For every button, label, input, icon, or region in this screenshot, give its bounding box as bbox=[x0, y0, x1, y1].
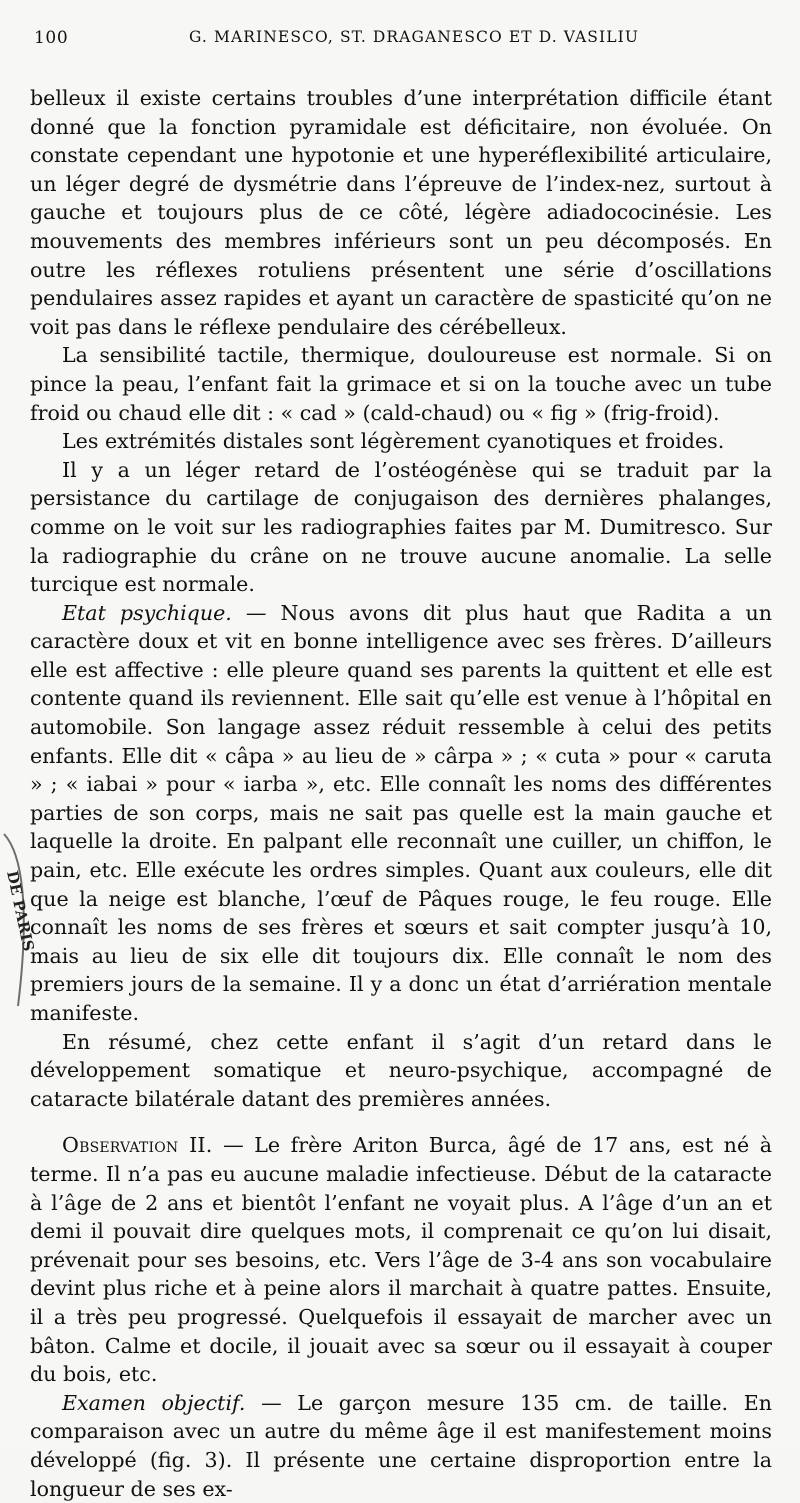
page-header bbox=[34, 28, 760, 58]
paragraph-summary: En résumé, chez cette enfant il s’agit d’un retard dans le développement somatique et neuro-psychique, accompagné de cataracte bilatérale datant des premières années. bbox=[30, 1029, 772, 1111]
article-body bbox=[30, 84, 772, 1503]
psychic-state-text: — Nous avons dit plus haut que Radita a un caractère doux et vit en bonne intelligence avec ses frères. D’ailleurs elle est affective : elle pleure quand ses parents la quittent et elle est contente quand ils reviennent. Elle sait qu’elle est venue à l’hôpital en automobile. Son langage assez réduit ressemble à celui des petits enfants. Elle dit « câpa » au lieu de » cârpa » ; « cuta » pour « caruta » ; « iabai » pour « iarba », etc. Elle connaît les noms des différentes parties de son corps, mais ne sait pas quelle est la main gauche et laquelle la droite. En palpant elle reconnaît une cuiller, un chiffon, le pain, etc. Elle exécute les ordres simples. Quant aux couleurs, elle dit que la neige est blanche, l’œuf de Pâques rouge, le feu rouge. Elle connaît les noms de ses frères et sœurs et sait compter jusqu’à 10, mais au lieu de six elle dit toujours dix. Elle connaît le nom des premiers jours de la semaine. Il y a donc un état d’arriération mentale manifeste. bbox=[30, 600, 772, 1025]
objective-exam-heading: Examen objectif. bbox=[62, 1390, 246, 1415]
observation-text: — Le frère Ariton Burca, âgé de 17 ans, est né à terme. Il n’a pas eu aucune maladie infectieuse. Début de la cataracte à l’âge de 2 ans et bientôt l’enfant ne voyait plus. A l’âge d’un an et demi il pouvait dire quelques mots, il comprenait ce qu’on lui disait, prévenait pour ses besoins, etc. Vers l’âge de 3-4 ans son vocabulaire devint plus riche et à peine alors il marchait à quatre pattes. Ensuite, il a très peu progressé. Quelquefois il essayait de marcher avec un bâton. Calme et docile, il jouait avec sa sœur ou il essayait à couper du bois, etc. bbox=[30, 1133, 772, 1387]
psychic-state-heading: Etat psychique. bbox=[62, 600, 232, 625]
paragraph-sensibility: La sensibilité tactile, thermique, douloureuse est normale. Si on pince la peau, l’enfant fait la grimace et si on la touche avec un tube froid ou chaud elle dit : « cad » (cald-chaud) ou « fig » (frig-froid). bbox=[30, 343, 772, 425]
paragraph-psychic-state bbox=[30, 599, 772, 1028]
observation-label: Observation II. bbox=[62, 1133, 213, 1158]
paragraph-osteogenesis: Il y a un léger retard de l’ostéogénèse qui se traduit par la persistance du cartilage de conjugaison des dernières phalanges, comme on le voit sur les radiographies faites par M. Dumitresco. Sur la radiographie du crâne on ne trouve aucune anomalie. La selle turcique est normale. bbox=[30, 457, 772, 597]
stamp-graphic bbox=[0, 830, 38, 1010]
running-title: G. MARINESCO, ST. DRAGANESCO ET D. VASILIU bbox=[189, 28, 640, 46]
page-number: 100 bbox=[34, 28, 69, 48]
paragraph-cerebellar: belleux il existe certains troubles d’une interprétation difficile étant donné que la fonction pyramidale est déficitaire, non évoluée. On constate cependant une hypotonie et une hyperéflexibilité articulaire, un léger degré de dysmétrie dans l’épreuve de l’index-nez, surtout à gauche et toujours plus de ce côté, légère adiadococinésie. Les mouvements des membres inférieurs sont un peu décomposés. En outre les réflexes rotuliens présentent une série d’oscillations pendulaires assez rapides et ayant un caractère de spasticité qu’on ne voit pas dans le réflexe pendulaire des cérébelleux. bbox=[30, 86, 772, 339]
library-stamp bbox=[0, 830, 38, 1010]
stamp-text: DE PARIS bbox=[3, 869, 38, 953]
paragraph-observation-ii bbox=[30, 1131, 772, 1388]
paragraph-extremities: Les extrémités distales sont légèrement cyanotiques et froides. bbox=[62, 429, 725, 454]
paragraph-objective-exam bbox=[30, 1389, 772, 1503]
objective-exam-text: — Le garçon mesure 135 cm. de taille. En comparaison avec un autre du même âge il est manifestement moins développé (fig. 3). Il présente une certaine disproportion entre la longueur de ses ex- bbox=[30, 1390, 772, 1501]
